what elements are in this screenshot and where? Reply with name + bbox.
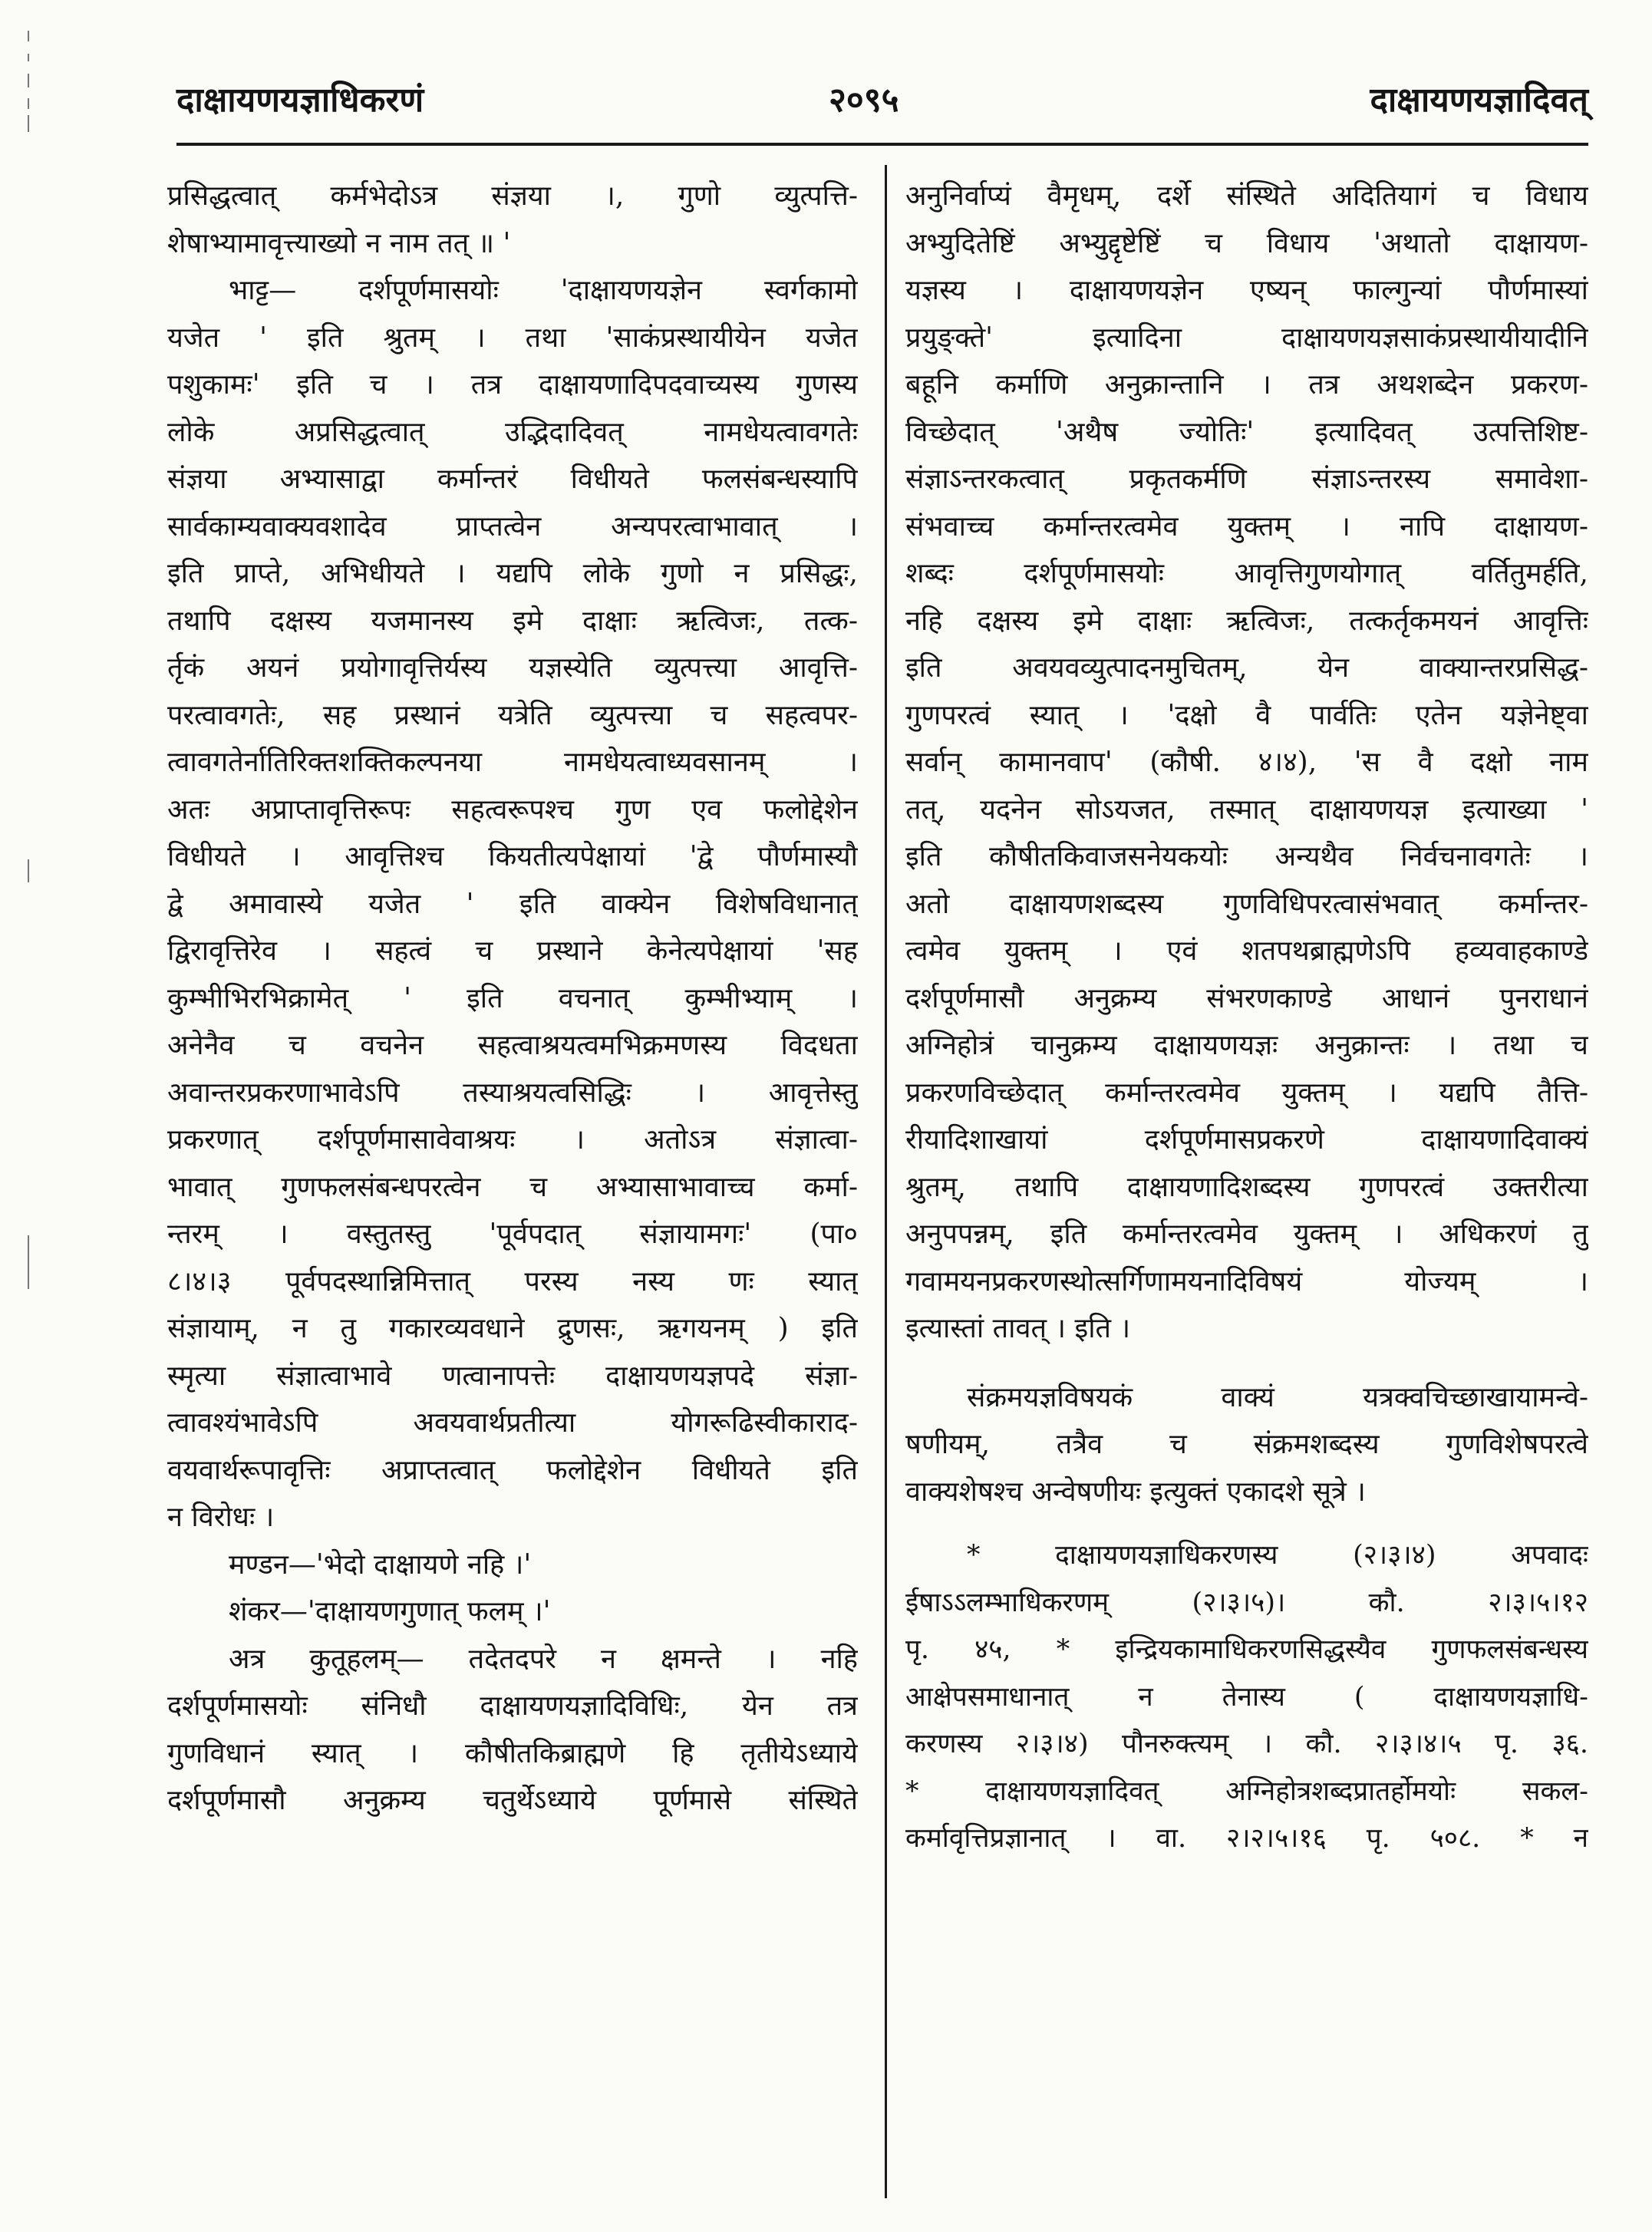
text-line: अत्र कुतूहलम्— तदेतदपरे न क्षमन्ते । नहि [229, 1643, 858, 1675]
footnote-line: पृ. ४५, * इन्द्रियकामाधिकरणसिद्धस्यैव गुणफलसंबन्धस्य [905, 1634, 1588, 1665]
text-line: नहि दक्षस्य इमे दाक्षाः ऋत्विजः, तत्कर्तृकमयनं आवृत्तिः [905, 605, 1588, 637]
text-line: रीयादिशाखायां दर्शपूर्णमासप्रकरणे दाक्षायणादिवाक्यं [905, 1124, 1588, 1156]
text-line: सर्वान् कामानवाप' (कौषी. ४।४), 'स वै दक्षो नाम [905, 747, 1588, 778]
column-divider [885, 165, 887, 2198]
text-line: यज्ञस्य । दाक्षायणयज्ञेन एष्यन् फाल्गुन्यां पौर्णमास्यां [905, 275, 1588, 306]
text-line: कुम्भीभिरभिक्रामेत् ' इति वचनात् कुम्भीभ्याम् । [167, 982, 858, 1014]
text-line: श्रुतम्, तथापि दाक्षायणादिशब्दस्य गुणपरत्वं उक्तरीत्या [905, 1171, 1588, 1203]
text-line: प्रसिद्धत्वात् कर्मभेदोऽत्र संज्ञया ।, गुणो व्युत्पत्ति- [167, 180, 858, 212]
text-line: गुणपरत्वं स्यात् । 'दक्षो वै पार्वतिः एतेन यज्ञेनेष्ट्वा [905, 699, 1588, 731]
paragraph-gap [905, 1353, 1588, 1374]
text-line: शब्दः दर्शपूर्णमासयोः आवृत्तिगुणयोगात् वर्तितुमर्हति, [905, 558, 1588, 589]
text-line: अनुनिर्वाप्यं वैमृधम्, दर्शे संस्थिते अदितियागं च विधाय [905, 180, 1588, 212]
text-line: प्रकरणात् दर्शपूर्णमासावेवाश्रयः । अतोऽत्र संज्ञात्वा- [167, 1124, 858, 1156]
footnote-line: * दाक्षायणयज्ञादिवत् अग्निहोत्रशब्दप्रातर्होमयोः सकल- [905, 1775, 1588, 1807]
text-line: अनुपपन्नम्, इति कर्मान्तरत्वमेव युक्तम् । अधिकरणं तु [905, 1218, 1588, 1250]
text-line: अवान्तरप्रकरणाभावेऽपि तस्याश्रयत्वसिद्धिः । आवृत्तेस्तु [167, 1076, 858, 1109]
text-line: अग्निहोत्रं चानुक्रम्य दाक्षायणयज्ञः अनुक्रान्तः । तथा च [905, 1030, 1588, 1061]
text-line: गुणविधानं स्यात् । कौषीतकिब्राह्मणे हि तृतीयेऽध्याये [167, 1737, 858, 1769]
text-line: सार्वकाम्यवाक्यवशादेव प्राप्तत्वेन अन्यपरत्वाभावात् । [167, 510, 858, 542]
text-line: त्वावश्यंभावेऽपि अवयवार्थप्रतीत्या योगरूढिस्वीकाराद- [167, 1407, 858, 1439]
text-line: र्तृकं अयनं प्रयोगावृत्तिर्यस्य यज्ञस्येति व्युत्पत्त्या आवृत्ति- [167, 652, 858, 684]
right-column [905, 173, 1588, 1863]
text-line: संभवाच्च कर्मान्तरत्वमेव युक्तम् । नापि दाक्षायण- [905, 510, 1588, 542]
text-line: अनेनैव च वचनेन सहत्वाश्रयत्वमभिक्रमणस्य विदधता [167, 1030, 858, 1061]
scan-edge-marks [28, 0, 35, 2232]
text-line: संज्ञायाम्, न तु गकारव्यवधाने द्रुणसः, ऋगयनम् ) इति [167, 1313, 858, 1344]
text-line: विधीयते । आवृत्तिश्च कियतीत्यपेक्षायां 'द्वे पौर्णमास्यौ [167, 841, 858, 872]
footnote-line: * दाक्षायणयज्ञाधिकरणस्य (२।३।४) अपवादः [967, 1540, 1588, 1571]
header-rule [176, 143, 1588, 146]
text-line: भावात् गुणफलसंबन्धपरत्वेन च अभ्यासाभावाच्च कर्मा- [167, 1171, 858, 1203]
text-line: इति अवयवव्युत्पादनमुचितम्, येन वाक्यान्तरप्रसिद्ध- [905, 652, 1588, 684]
text-line: बहूनि कर्माणि अनुक्रान्तानि । तत्र अथशब्देन प्रकरण- [905, 369, 1588, 401]
text-line: संज्ञया अभ्यासाद्वा कर्मान्तरं विधीयते फलसंबन्धस्यापि [167, 463, 858, 495]
text-line: तथापि दक्षस्य यजमानस्य इमे दाक्षाः ऋत्विजः, तत्क- [167, 605, 858, 637]
text-line: गवामयनप्रकरणस्थोत्सर्गिणामयनादिविषयं योज्यम् । [905, 1265, 1588, 1297]
footnote-gap [905, 1515, 1588, 1532]
text-line: अतो दाक्षायणशब्दस्य गुणविधिपरत्वासंभवात् कर्मान्तर- [905, 888, 1588, 920]
text-line: द्वे अमावास्ये यजेत ' इति वाक्येन विशेषविधानात् [167, 888, 858, 920]
text-line: विच्छेदात् 'अथैष ज्योतिः' इत्यादिवत् उत्पत्तिशिष्ट- [905, 416, 1588, 448]
header-right-title: दाक्षायणयज्ञादिवत् [1370, 81, 1588, 120]
text-line: दर्शपूर्णमासौ अनुक्रम्य चतुर्थेऽध्याये पूर्णमासे संस्थिते [167, 1785, 858, 1816]
text-line: त्वावगतेर्नातिरिक्तशक्तिकल्पनया नामधेयत्वाध्यवसानम् । [167, 747, 858, 778]
footnote-line: कर्मावृत्तिप्रज्ञानात् । वा. २।२।५।१६ पृ. ५०८. * न [905, 1823, 1588, 1854]
text-line: वयवार्थरूपावृत्तिः अप्राप्तत्वात् फलोद्देशेन विधीयते इति [167, 1454, 858, 1486]
text-line: संज्ञाऽन्तरकत्वात् प्रकृतकर्मणि संज्ञाऽन्तरस्य समावेशा- [905, 463, 1588, 495]
header-left-title: दाक्षायणयज्ञाधिकरणं [176, 81, 424, 120]
text-line: ८।४।३ पूर्वपदस्थान्निमित्तात् परस्य नस्य णः स्यात् [167, 1265, 858, 1297]
page-number: २०९५ [829, 81, 899, 120]
text-line: द्विरावृत्तिरेव । सहत्वं च प्रस्थाने केनेत्यपेक्षायां 'सह [167, 935, 858, 967]
text-line: इत्यास्तां तावत् । इति । [905, 1313, 1131, 1344]
text-line: इति कौषीतकिवाजसनेयकयोः अन्यथैव निर्वचनावगतेः । [905, 841, 1588, 872]
left-column [167, 173, 858, 1825]
text-line: प्रकरणविच्छेदात् कर्मान्तरत्वमेव युक्तम् । यद्यपि तैत्ति- [905, 1076, 1588, 1109]
text-line: इति प्राप्ते, अभिधीयते । यद्यपि लोके गुणो न प्रसिद्धः, [167, 558, 858, 589]
text-line: दर्शपूर्णमासयोः संनिधौ दाक्षायणयज्ञादिविधिः, येन तत्र [167, 1690, 858, 1722]
shankara-verse: शंकर—'दाक्षायणगुणात् फलम् ।' [229, 1596, 551, 1627]
text-line: संक्रमयज्ञविषयकं वाक्यं यत्रक्वचिच्छाखायामन्वे- [967, 1381, 1588, 1413]
text-line: तत्, यदनेन सोऽयजत, तस्मात् दाक्षायणयज्ञ इत्याख्या ' [905, 793, 1588, 826]
text-line: पशुकामः' इति च । तत्र दाक्षायणादिपदवाच्यस्य गुणस्य [167, 369, 858, 401]
footnote-line: आक्षेपसमाधानात् न तेनास्य ( दाक्षायणयज्ञाधि- [905, 1681, 1588, 1713]
mandana-verse: मण्डन—'भेदो दाक्षायणे नहि ।' [229, 1548, 532, 1581]
text-line: प्रयुङ्क्ते' इत्यादिना दाक्षायणयज्ञसाकंप्रस्थायीयादीनि [905, 321, 1588, 354]
footnote-line: ईषाऽऽलम्भाधिकरणम् (२।३।५)। कौ. २।३।५।१२ [905, 1587, 1588, 1618]
text-line: षणीयम्, तत्रैव च संक्रमशब्दस्य गुणविशेषपरत्वे [905, 1429, 1588, 1460]
text-line: वाक्यशेषश्च अन्वेषणीयः इत्युक्तं एकादशे सूत्रे । [905, 1475, 1366, 1508]
text-line: अतः अप्राप्तावृत्तिरूपः सहत्वरूपश्च गुण एव फलोद्देशेन [167, 793, 858, 826]
text-line: दर्शपूर्णमासौ अनुक्रम्य संभरणकाण्डे आधानं पुनराधानं [905, 982, 1588, 1014]
text-line: लोके अप्रसिद्धत्वात् उद्भिदादिवत् नामधेयत्वावगतेः [167, 416, 858, 448]
text-line: शेषाभ्यामावृत्त्याख्यो न नाम तत् ॥ ' [167, 227, 511, 259]
footnote-line: करणस्य २।३।४) पौनरुक्त्यम् । कौ. २।३।४।५ पृ. ३६. [905, 1729, 1588, 1759]
running-header [176, 74, 1588, 127]
text-line: यजेत ' इति श्रुतम् । तथा 'साकंप्रस्थायीयेन यजेत [167, 321, 858, 354]
text-line: न्तरम् । वस्तुतस्तु 'पूर्वपदात् संज्ञायामगः' (पा० [167, 1218, 858, 1250]
text-line: त्वमेव युक्तम् । एवं शतपथब्राह्मणेऽपि हव्यवाहकाण्डे [905, 935, 1588, 967]
text-line: स्मृत्या संज्ञात्वाभावे णत्वानापत्तेः दाक्षायणयज्ञपदे संज्ञा- [167, 1360, 858, 1392]
text-line: परत्वावगतेः, सह प्रस्थानं यत्रेति व्युत्पत्त्या च सहत्वपर- [167, 699, 858, 731]
text-line: भाट्ट— दर्शपूर्णमासयोः 'दाक्षायणयज्ञेन स्वर्गकामो [229, 275, 858, 306]
text-line: न विरोधः । [167, 1502, 275, 1533]
text-line: अभ्युदितेष्टिं अभ्युद्दृष्टेष्टिं च विधाय 'अथातो दाक्षायण- [905, 227, 1588, 259]
